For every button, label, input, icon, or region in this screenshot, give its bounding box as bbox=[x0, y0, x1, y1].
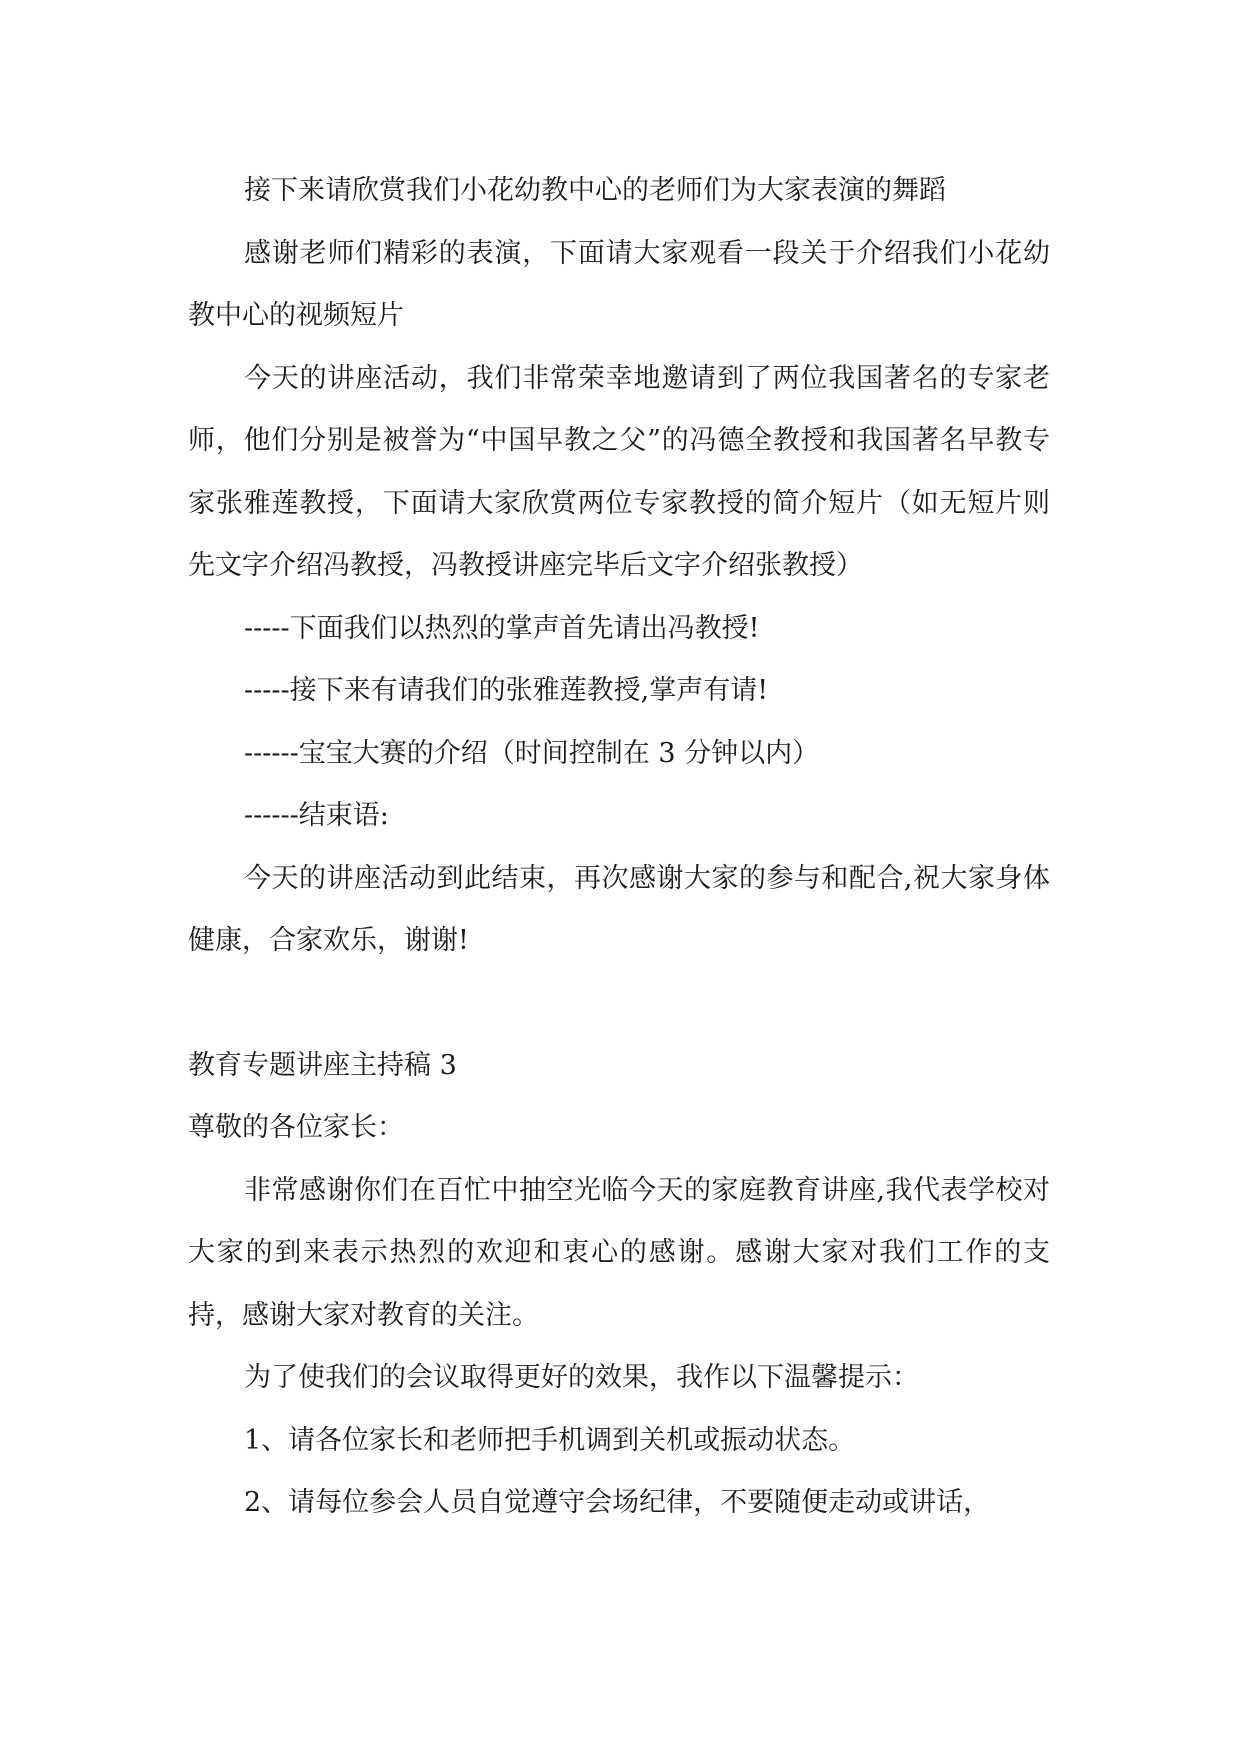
salutation: 尊敬的各位家长： bbox=[188, 1112, 404, 1143]
paragraph-baby-contest: ------宝宝大赛的介绍（时间控制在 3 分钟以内） bbox=[244, 737, 820, 769]
document-body bbox=[188, 160, 1050, 1535]
paragraph-dance-intro: 接下来请欣赏我们小花幼教中心的老师们为大家表演的舞蹈 bbox=[244, 175, 946, 206]
paragraph-reminder-intro: 为了使我们的会议取得更好的效果，我作以下温馨提示： bbox=[244, 1362, 919, 1393]
list-item-reminder-2: 2、请每位参会人员自觉遵守会场纪律，不要随便走动或讲话， bbox=[244, 1487, 991, 1518]
paragraph-video-intro: 感谢老师们精彩的表演，下面请大家观看一段关于介绍我们小花幼教中心的视频短片 bbox=[188, 237, 1050, 331]
paragraph-invite-feng: -----下面我们以热烈的掌声首先请出冯教授! bbox=[244, 612, 760, 644]
paragraph-experts-intro: 今天的讲座活动，我们非常荣幸地邀请到了两位我国著名的专家老师，他们分别是被誉为“中国早教之父”的冯德全教授和我国著名早教专家张雅莲教授，下面请大家欣赏两位专家教授的简介短片（如无短片则先文字介绍冯教授，冯教授讲座完毕后文字介绍张教授） bbox=[188, 362, 1050, 581]
paragraph-welcome: 非常感谢你们在百忙中抽空光临今天的家庭教育讲座,我代表学校对大家的到来表示热烈的欢迎和衷心的感谢。感谢大家对我们工作的支持，感谢大家对教育的关注。 bbox=[188, 1174, 1050, 1331]
section-title: 教育专题讲座主持稿 3 bbox=[188, 1049, 457, 1081]
section-gap bbox=[188, 973, 1050, 1035]
paragraph-closing-remarks: 今天的讲座活动到此结束，再次感谢大家的参与和配合,祝大家身体健康，合家欢乐，谢谢! bbox=[188, 862, 1050, 956]
paragraph-closing-label: ------结束语: bbox=[244, 800, 389, 831]
list-item-reminder-1: 1、请各位家长和老师把手机调到关机或振动状态。 bbox=[244, 1424, 856, 1456]
paragraph-invite-zhang: -----接下来有请我们的张雅莲教授,掌声有请! bbox=[244, 675, 769, 706]
